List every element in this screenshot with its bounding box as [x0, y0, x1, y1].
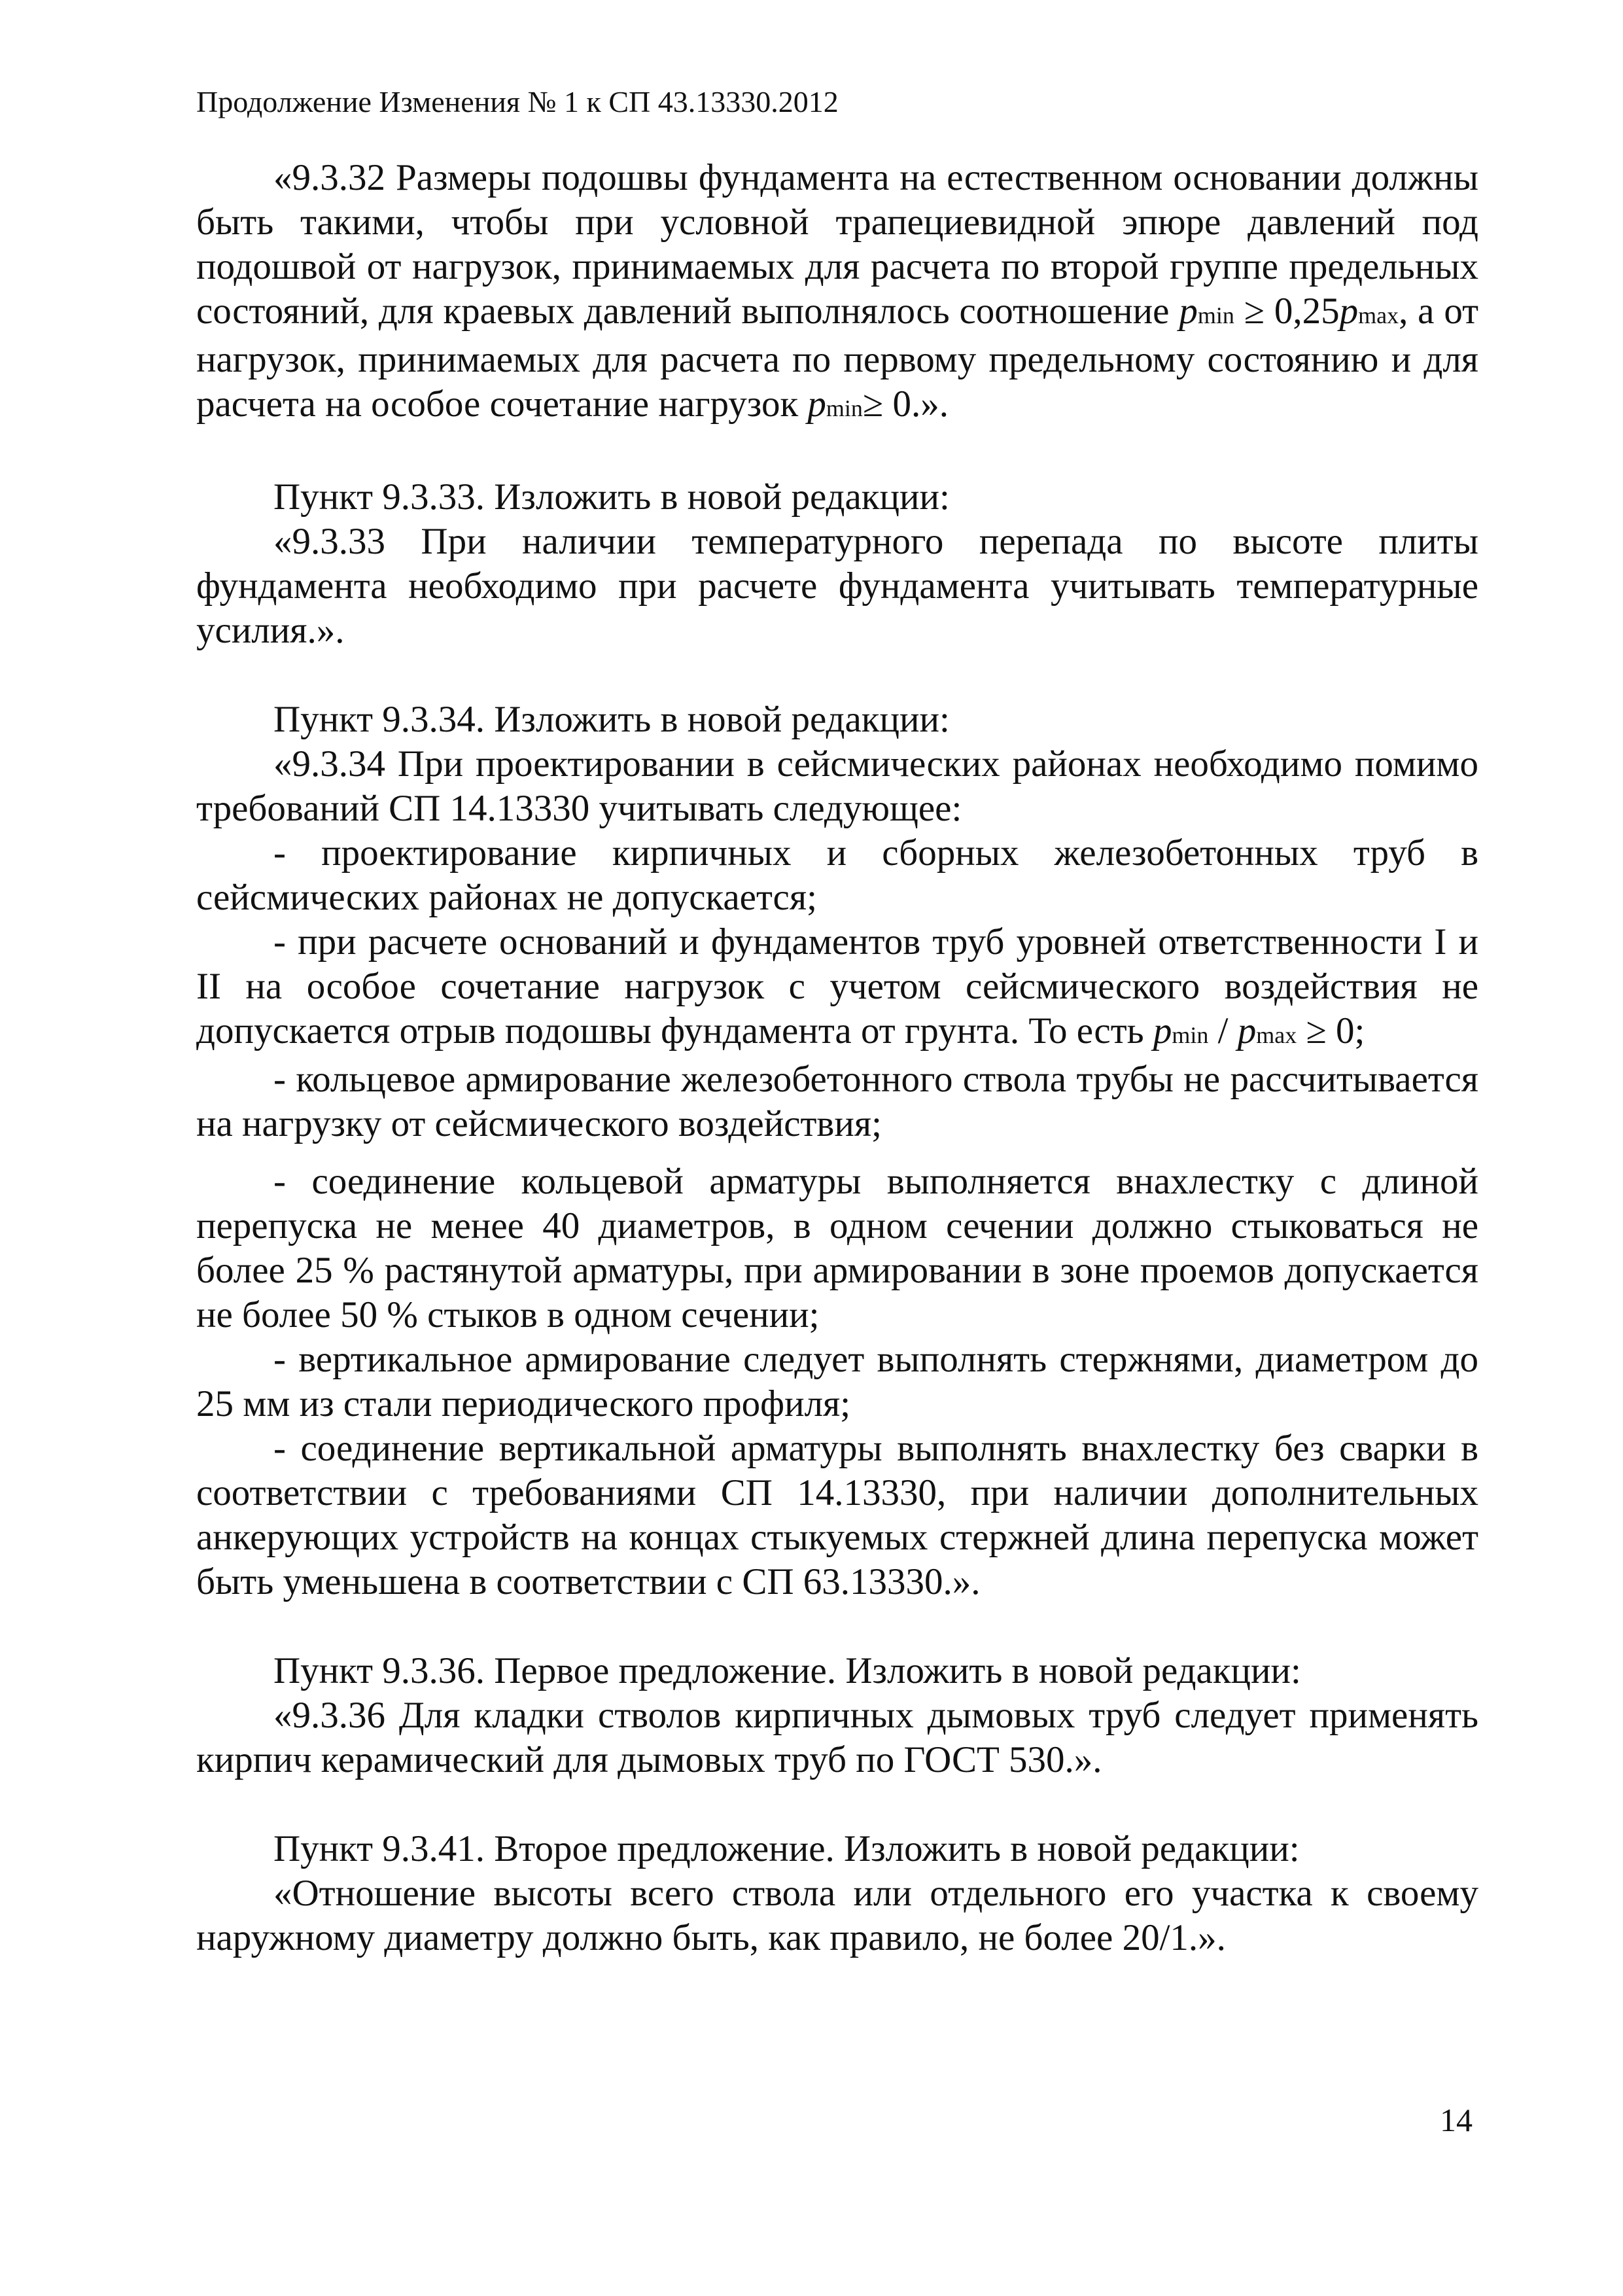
p-var: p — [1179, 291, 1198, 332]
section-9-3-34-item-6: - соединение вертикальной арматуры выполнять внахлестку без сварки в соответствии с требованиями СП 14.13330, при наличии дополнительных анкерующих устройств на концах стыкуемых стержней длина перепуска может быть уменьшена в соответствии с СП 63.13330.». — [196, 1428, 1478, 1602]
subscript-min: min — [1172, 1022, 1209, 1048]
section-9-3-34-title: Пункт 9.3.34. Изложить в новой редакции: — [273, 699, 950, 740]
p932-text-a: «9.3.32 Размеры подошвы фундамента на естественном основании должны быть такими, чтобы при условной трапециевидной эпюре давлений под подошвой от нагрузок, принимаемых для расчета по второй группе предельных состояний, для краевых давлений выполнялось соотношение — [196, 157, 1478, 332]
subscript-min: min — [1197, 302, 1234, 328]
p-var: p — [1237, 1010, 1257, 1051]
section-9-3-34-item-3: - кольцевое армирование железобетонного ствола трубы не рассчитывается на нагрузку от сейсмического воздействия; — [196, 1059, 1478, 1144]
section-9-3-33-title: Пункт 9.3.33. Изложить в новой редакции: — [273, 476, 950, 518]
subscript-max: max — [1256, 1022, 1297, 1048]
p-var: p — [1339, 291, 1359, 332]
section-9-3-36-text: «9.3.36 Для кладки стволов кирпичных дымовых труб следует применять кирпич керамический для дымовых труб по ГОСТ 530.». — [196, 1695, 1478, 1780]
p932-text-b: ≥ 0,25 — [1234, 291, 1340, 332]
section-9-3-34-item-1: - проектирование кирпичных и сборных железобетонных труб в сейсмических районах не допускается; — [196, 832, 1478, 918]
section-9-3-34-item-5: - вертикальное армирование следует выполнять стержнями, диаметром до 25 мм из стали периодического профиля; — [196, 1339, 1478, 1424]
p932-text-d: ≥ 0.». — [862, 383, 949, 425]
section-9-3-41-title: Пункт 9.3.41. Второе предложение. Изложить в новой редакции: — [273, 1828, 1300, 1869]
subscript-min: min — [826, 395, 863, 421]
item2-text-b: / — [1208, 1010, 1238, 1051]
page-header: Продолжение Изменения № 1 к СП 43.13330.2012 — [196, 85, 839, 118]
section-9-3-33-text: «9.3.33 При наличии температурного перепада по высоте плиты фундамента необходимо при расчете фундамента учитывать температурные усилия.». — [196, 521, 1478, 651]
item2-text-a: - при расчете оснований и фундаментов труб уровней ответственности I и II на особое сочетание нагрузок с учетом сейсмического воздействия не допускается отрыв подошвы фундамента от грунта. То есть — [196, 921, 1478, 1051]
document-body — [196, 156, 1478, 1960]
paragraph-9-3-32 — [196, 156, 1478, 431]
section-9-3-34-intro: «9.3.34 При проектировании в сейсмических районах необходимо помимо требований СП 14.13330 учитывать следующее: — [196, 743, 1478, 829]
page-number: 14 — [1440, 2102, 1473, 2138]
section-9-3-34-item-4: - соединение кольцевой арматуры выполняется внахлестку с длиной перепуска не менее 40 диаметров, в одном сечении должно стыковаться не более 25 % растянутой арматуры, при армировании в зоне проемов допускается не более 50 % стыков в одном сечении; — [196, 1161, 1478, 1335]
section-9-3-36-title: Пункт 9.3.36. Первое предложение. Изложить в новой редакции: — [273, 1650, 1301, 1691]
p-var: p — [1153, 1010, 1172, 1051]
p-var: p — [807, 383, 826, 425]
p932-text-c: , а от нагрузок, принимаемых для расчета по первому предельному состоянию и для расчета на особое сочетание нагрузок — [196, 291, 1478, 425]
subscript-max: max — [1358, 302, 1399, 328]
item2-text-c: ≥ 0; — [1297, 1010, 1365, 1051]
section-9-3-41-text: «Отношение высоты всего ствола или отдельного его участка к своему наружному диаметру должно быть, как правило, не более 20/1.». — [196, 1873, 1478, 1958]
section-9-3-34-item-2 — [196, 920, 1478, 1057]
